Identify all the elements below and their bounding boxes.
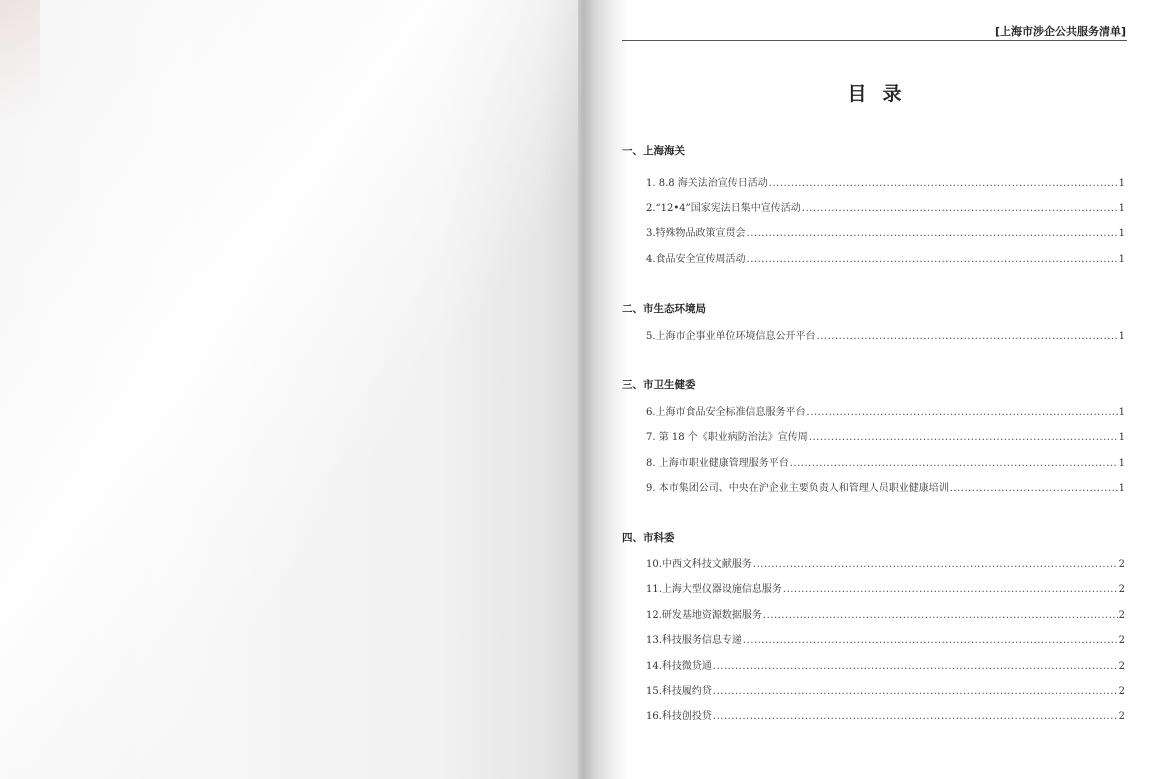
dot-leader (747, 228, 1118, 239)
toc-entry[interactable] (646, 224, 1125, 238)
dot-leader (769, 178, 1118, 189)
right-page (606, 0, 1163, 779)
dot-leader (743, 635, 1118, 646)
toc-entry[interactable] (646, 707, 1125, 721)
toc-title: 目录 (847, 83, 918, 105)
toc-entry-page: 1 (1118, 254, 1125, 265)
toc-entry-title: 5.上海市企事业单位环境信息公开平台 (646, 331, 816, 342)
toc-entry-title: 8. 上海市职业健康管理服务平台 (646, 458, 789, 469)
toc-entry-title: 14.科技微贷通 (646, 661, 712, 672)
dot-leader (713, 686, 1118, 697)
dot-leader (753, 559, 1118, 570)
toc-entry-page: 2 (1118, 584, 1125, 595)
toc-entry[interactable] (646, 682, 1125, 696)
dot-leader (790, 458, 1118, 469)
toc-entry-title: 12.研发基地资源数据服务 (646, 610, 762, 621)
toc-entry-title: 11.上海大型仪器设施信息服务 (646, 584, 782, 595)
toc-entry[interactable] (646, 631, 1125, 645)
toc-entry-page: 2 (1118, 686, 1125, 697)
toc-entry[interactable] (646, 327, 1125, 341)
dot-leader (783, 584, 1118, 595)
dot-leader (763, 610, 1118, 621)
toc-entry[interactable] (646, 657, 1125, 671)
dot-leader (713, 661, 1118, 672)
toc-entry-page: 1 (1118, 203, 1125, 214)
toc-entry[interactable] (646, 454, 1125, 468)
section-heading: 三、市卫生健委 (622, 379, 696, 391)
toc-entry-title: 15.科技履约贷 (646, 686, 712, 697)
toc-entry[interactable] (646, 250, 1125, 264)
toc-entry-title: 6.上海市食品安全标准信息服务平台 (646, 407, 806, 418)
dot-leader (807, 407, 1118, 418)
running-header: [上海市涉企公共服务清单] (994, 25, 1126, 38)
toc-entry-page: 2 (1118, 661, 1125, 672)
toc-entry-page: 1 (1118, 407, 1125, 418)
toc-entry-title: 13.科技服务信息专递 (646, 635, 742, 646)
toc-entry-title: 4.食品安全宣传周活动 (646, 254, 746, 265)
toc-entry-page: 1 (1118, 432, 1125, 443)
toc-entry[interactable] (646, 479, 1125, 493)
dot-leader (713, 711, 1118, 722)
toc-entry-title: 9. 本市集团公司、中央在沪企业主要负责人和管理人员职业健康培训 (646, 483, 949, 494)
toc-entry-page: 2 (1118, 711, 1125, 722)
section-heading: 四、市科委 (622, 532, 675, 544)
toc-entry-page: 2 (1118, 559, 1125, 570)
toc-entry[interactable] (646, 199, 1125, 213)
section-heading: 二、市生态环境局 (622, 303, 706, 315)
toc-entry[interactable] (646, 174, 1125, 188)
toc-entry-title: 16.科技创投贷 (646, 711, 712, 722)
dot-leader (747, 254, 1118, 265)
dot-leader (802, 203, 1118, 214)
dot-leader (809, 432, 1118, 443)
toc-entry-title: 7. 第 18 个《职业病防治法》宣传周 (646, 432, 808, 443)
toc-entry[interactable] (646, 403, 1125, 417)
section-heading: 一、上海海关 (622, 145, 685, 157)
header-rule (622, 40, 1127, 41)
toc-entry-page: 1 (1118, 458, 1125, 469)
toc-entry-page: 1 (1118, 228, 1125, 239)
toc-entry[interactable] (646, 428, 1125, 442)
dot-leader (817, 331, 1118, 342)
toc-entry[interactable] (646, 606, 1125, 620)
toc-entry-page: 1 (1118, 331, 1125, 342)
toc-entry-title: 1. 8.8 海关法治宣传日活动 (646, 178, 768, 189)
toc-entry[interactable] (646, 555, 1125, 569)
dot-leader (950, 483, 1118, 494)
toc-entry-title: 2.“12•4”国家宪法日集中宣传活动 (646, 203, 801, 214)
toc-entry-page: 2 (1118, 635, 1125, 646)
toc-entry[interactable] (646, 580, 1125, 594)
toc-entry-page: 1 (1118, 178, 1125, 189)
toc-entry-title: 10.中西文科技文献服务 (646, 559, 752, 570)
toc-entry-title: 3.特殊物品政策宣贯会 (646, 228, 746, 239)
toc-entry-page: 1 (1118, 483, 1125, 494)
toc-entry-page: 2 (1118, 610, 1125, 621)
